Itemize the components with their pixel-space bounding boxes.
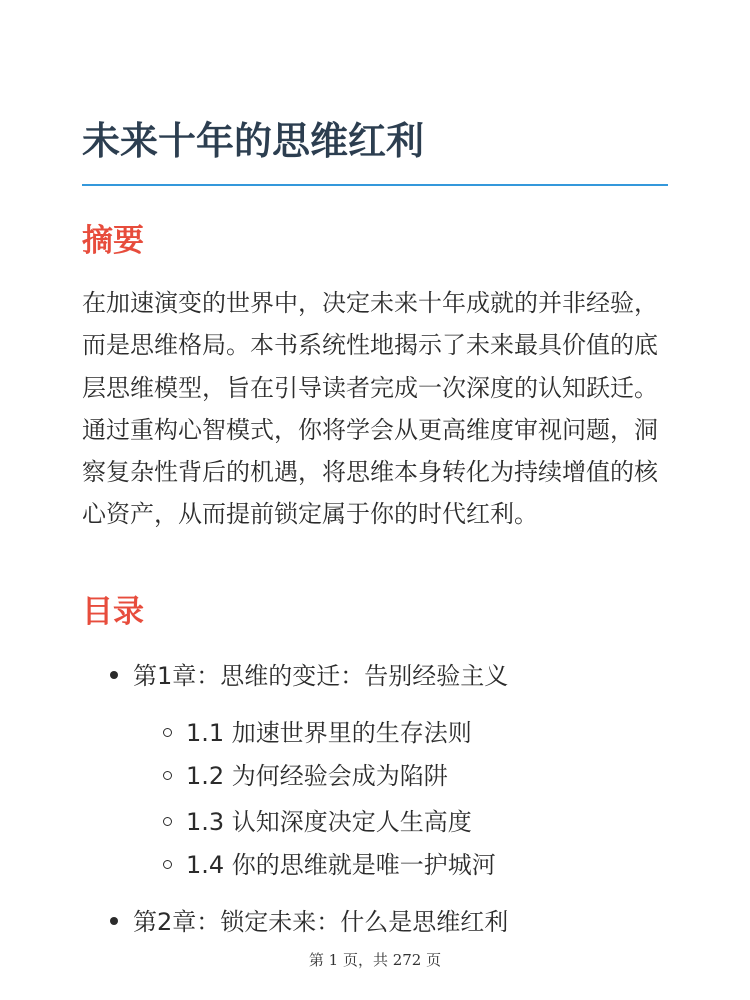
toc-section-label: 1.1 加速世界里的生存法则 <box>186 719 472 747</box>
page-number: 第 1 页，共 272 页 <box>308 951 442 969</box>
toc-section-label: 1.3 认知深度决定人生高度 <box>186 808 472 836</box>
toc-section-label: 1.4 你的思维就是唯一护城河 <box>186 851 496 879</box>
toc-heading: 目录 <box>82 594 144 630</box>
toc-section-label: 1.2 为何经验会成为陷阱 <box>186 762 448 790</box>
toc-chapter-1[interactable] <box>110 656 508 696</box>
toc-chapter-label: 第1章：思维的变迁：告别经验主义 <box>133 662 509 690</box>
toc-chapter-label: 第2章：锁定未来：什么是思维红利 <box>133 908 509 936</box>
toc-section-1-1[interactable] <box>163 713 472 753</box>
toc-section-1-3[interactable] <box>163 802 472 842</box>
filled-bullet-icon <box>110 671 118 679</box>
toc-section-1-4[interactable] <box>163 845 496 885</box>
filled-bullet-icon <box>110 917 118 925</box>
toc-chapter-2[interactable] <box>110 902 508 942</box>
abstract-heading: 摘要 <box>82 223 144 259</box>
book-title: 未来十年的思维红利 <box>82 119 425 163</box>
hollow-bullet-icon <box>163 728 172 737</box>
hollow-bullet-icon <box>163 817 172 826</box>
hollow-bullet-icon <box>163 860 172 869</box>
abstract-body: 在加速演变的世界中，决定未来十年成就的并非经验，而是思维格局。本书系统性地揭示了未来最具价值的底层思维模型，旨在引导读者完成一次深度的认知跃迁。通过重构心智模式，你将学会从更高维度审视问题，洞察复杂性背后的机遇，将思维本身转化为持续增值的核心资产，从而提前锁定属于你的时代红利。 <box>82 289 658 529</box>
hollow-bullet-icon <box>163 771 172 780</box>
toc-section-1-2[interactable] <box>163 756 448 796</box>
